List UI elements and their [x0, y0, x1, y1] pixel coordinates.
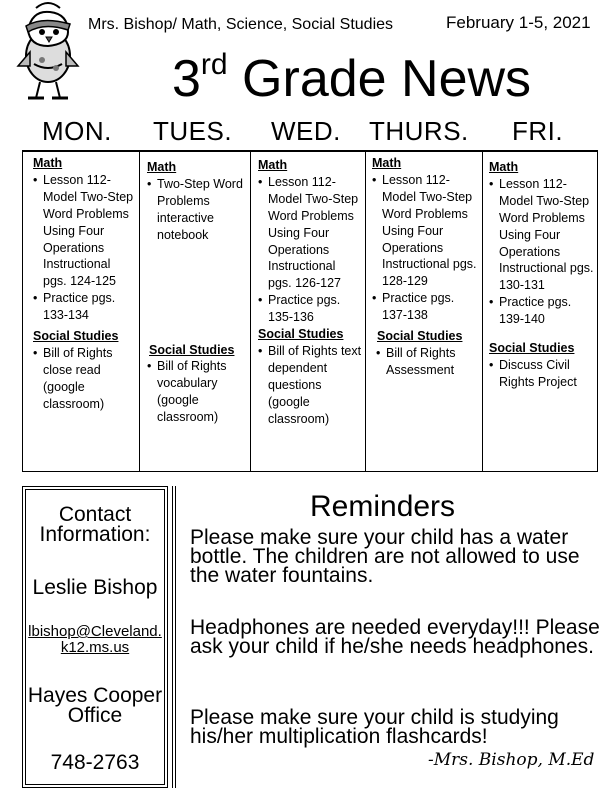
teacher-signature: -Mrs. Bishop, M.Ed [428, 750, 595, 770]
math-heading: Math [258, 158, 288, 172]
schedule-column-thu [372, 155, 478, 379]
reminders-divider [172, 486, 176, 788]
social-studies-heading: Social Studies [377, 329, 463, 344]
bird-mascot-icon [12, 0, 82, 108]
schedule-column-fri [489, 159, 595, 391]
list-item: • Lesson 112- Model Two-Step Word Problems Using Four Operations Instructional pgs. 128-129 [372, 172, 478, 290]
day-header-mon: MON. [42, 116, 112, 146]
reminder-item: Please make sure your child has a water bottle. The children are not allowed to use the water fountains. [190, 526, 580, 587]
school-office: Hayes Cooper Office [27, 684, 163, 727]
list-item: • Practice pgs. 133-134 [33, 290, 135, 324]
reminders-heading: Reminders [310, 490, 456, 523]
list-item: • Discuss Civil Rights Project [489, 357, 595, 391]
schedule-column-mon [33, 155, 135, 413]
social-studies-heading: Social Studies [489, 341, 575, 356]
social-studies-heading: Social Studies [258, 327, 344, 342]
schedule-column-wed [258, 157, 362, 428]
column-divider [482, 150, 483, 472]
office-phone: 748-2763 [50, 751, 140, 774]
list-item: • Bill of Rights text dependent questions (google classroom) [258, 343, 362, 428]
title-ordinal: rd [200, 48, 228, 81]
column-divider [250, 150, 251, 472]
day-header-thu: THURS. [369, 116, 469, 146]
reminder-item: Please make sure your child is studying his/her multiplication flashcards! [190, 706, 559, 748]
list-item: • Bill of Rights close read (google classroom) [33, 345, 135, 413]
teacher-name: Leslie Bishop [32, 576, 158, 599]
list-item: • Practice pgs. 135-136 [258, 292, 362, 326]
title-text: Grade News [227, 50, 532, 108]
newsletter-date: February 1-5, 2021 [446, 13, 591, 32]
column-divider [139, 150, 140, 472]
list-item: • Bill of Rights vocabulary (google classroom) [147, 358, 245, 426]
math-heading: Math [147, 160, 177, 174]
math-heading: Math [372, 156, 402, 170]
day-header-tue: TUES. [153, 116, 233, 146]
column-divider [365, 150, 366, 472]
day-header-fri: FRI. [512, 116, 564, 146]
newsletter-title [172, 48, 532, 108]
list-item: • Practice pgs. 139-140 [489, 294, 595, 328]
list-item: • Lesson 112- Model Two-Step Word Problems Using Four Operations Instructional pgs. 130-131 [489, 176, 595, 294]
reminder-item: Headphones are needed everyday!!! Please ask your child if he/she needs headphones. [190, 616, 600, 658]
math-heading: Math [33, 156, 63, 170]
contact-heading: Contact Information: [39, 503, 151, 546]
teacher-subjects-line: Mrs. Bishop/ Math, Science, Social Studies [88, 16, 394, 33]
schedule-column-tue [147, 159, 245, 424]
list-item: • Lesson 112- Model Two-Step Word Problems Using Four Operations Instructional pgs. 126-127 [258, 174, 362, 292]
day-header-wed: WED. [271, 116, 341, 146]
list-item: • Lesson 112- Model Two-Step Word Problems Using Four Operations Instructional pgs. 124-125 [33, 172, 135, 290]
social-studies-heading: Social Studies [33, 329, 119, 344]
list-item: • Bill of Rights Assessment [376, 345, 478, 379]
email-link[interactable]: lbishop@Cleveland.k12.ms.us [28, 623, 162, 656]
math-heading: Math [489, 160, 519, 174]
title-grade-number: 3 [172, 50, 201, 108]
list-item: • Practice pgs. 137-138 [372, 290, 478, 324]
social-studies-heading: Social Studies [149, 343, 235, 357]
list-item: • Two-Step Word Problems interactive notebook [147, 176, 245, 244]
